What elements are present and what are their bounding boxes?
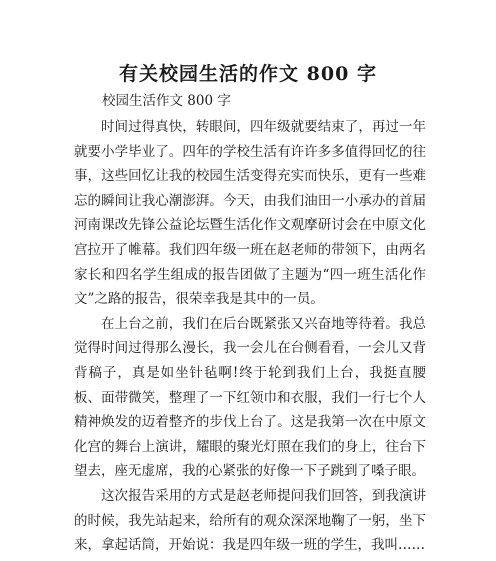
- paragraph-3: 这次报告采用的方式是赵老师提问我们回答，到我演讲的时候，我先站起来，给所有的观众深深地鞠了一躬，坐下来，拿起话筒，开始说：我是四年级一班的学生，我叫……: [74, 487, 426, 554]
- paragraph-2: 在上台之前，我们在后台既紧张又兴奋地等待着。我总觉得时间过得那么漫长，我一会儿在台侧看看，一会儿又背背稿子，真是如坐针毡啊!终于轮到我们上台，我挺直腰板、面带微笑，整理了一下红领巾和衣服，我们一行七个人精神焕发的迈着整齐的步伐上台了。这是我第一次在中原文化宫的舞台上演讲，耀眼的聚光灯照在我们的身上，往台下望去，座无虚席，我的心紧张的好像一下子跳到了嗓子眼。: [74, 315, 426, 480]
- document-body: [74, 115, 426, 558]
- paragraph-1: 时间过得真快，转眼间，四年级就要结束了，再过一年就要小学毕业了。四年的学校生活有许许多多值得回忆的往事，这些回忆让我的校园生活变得充实而快乐，更有一些难忘的瞬间让我心潮澎湃。今天，由我们油田一小承办的首届河南课改先锋公益论坛暨生活化作文观摩研讨会在中原文化宫拉开了帷幕。我们四年级一班在赵老师的带领下，由两名家长和四名学生组成的报告团做了主题为“四一班生活化作文”之路的报告，很荣幸我是其中的一员。: [74, 119, 426, 308]
- document-title: 有关校园生活的作文 800 字: [119, 63, 377, 85]
- document-subtitle: 校园生活作文 800 字: [102, 93, 231, 109]
